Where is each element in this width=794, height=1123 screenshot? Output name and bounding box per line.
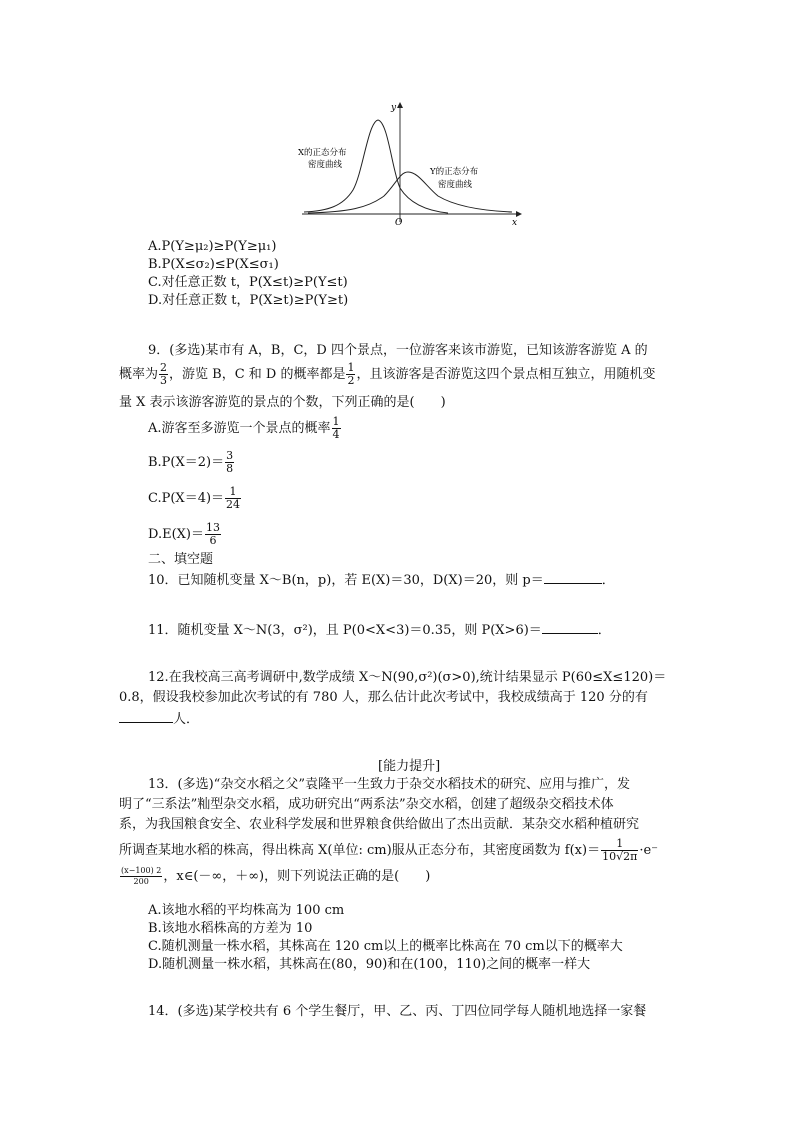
q13-line5: $\frac{(x-100) 2}{200}$ ，x∈(－∞，＋∞)，则下列说法正确的是( ) <box>121 866 431 886</box>
x-curve-label-line2: 密度曲线 <box>308 160 343 170</box>
q13-option-b: B.该地水稻株高的方差为 10 <box>148 921 313 936</box>
q11-text: 11．随机变量 X～N(3，σ²)，且 P(0<X<3)＝0.35，则 P(X>6)＝ ． <box>148 620 611 639</box>
q11-answer-blank[interactable] <box>542 620 598 634</box>
y-density-curve <box>308 172 512 213</box>
q13-exponent-fraction: $\frac{(x-100) 2}{200}$ <box>121 866 162 886</box>
y-curve-label-line2: 密度曲线 <box>438 180 473 190</box>
axis-y-label: y <box>391 103 397 113</box>
q9-frac-a: $\frac{2}{3}$ <box>160 361 168 387</box>
q12-line2: 0.8，假设我校参加此次考试的有 780 人，那么估计此次考试中，我校成绩高于 120 分的有 <box>119 690 648 705</box>
q8-option-c: C.对任意正数 t，P(X≤t)≥P(Y≤t) <box>148 275 348 290</box>
axis-x-label: x <box>512 218 518 228</box>
q9-line1: 9．(多选)某市有 A，B，C，D 四个景点，一位游客来该市游览，已知该游客游览 A 的 <box>148 343 648 358</box>
normal-curves-figure <box>298 100 524 230</box>
y-curve-label-line1: Y的正态分布 <box>430 167 479 177</box>
q9-line2 <box>119 362 655 387</box>
q13-option-a: A.该地水稻的平均株高为 100 cm <box>148 903 345 918</box>
q14-line1: 14．(多选)某学校共有 6 个学生餐厅，甲、乙、丙、丁四位同学每人随机地选择一家餐 <box>148 1004 647 1019</box>
origin-label: O <box>395 218 403 228</box>
q10-text: 10．已知随机变量 X～B(n，p)，若 E(X)＝30，D(X)＝20，则 p＝ ． <box>148 570 615 589</box>
q12-line1: 12.在我校高三高考调研中,数学成绩 X～N(90,σ²)(σ>0),统计结果显示 P(60≤X≤120)＝ <box>148 670 667 685</box>
q13-option-c: C.随机测量一株水稻，其株高在 120 cm以上的概率比株高在 70 cm以下的概率大 <box>148 939 623 954</box>
q13-line1: 13．(多选)“杂交水稻之父”袁隆平一生致力于杂交水稻技术的研究、应用与推广，发 <box>148 777 630 792</box>
q13-line4: 所调查某地水稻的株高，得出株高 X(单位: cm)服从正态分布，其密度函数为 f(x)＝ $\frac{1}{10√2\pi}$ ·e⁻ <box>119 837 658 863</box>
section-heading-advanced: [能力提升] <box>378 759 441 774</box>
q10-answer-blank[interactable] <box>544 570 602 584</box>
q13-option-d: D.随机测量一株水稻，其株高在(80，90)和在(100，110)之间的概率一样大 <box>148 957 591 972</box>
x-curve-label-line1: X的正态分布 <box>298 148 347 158</box>
q13-line3: 系，为我国粮食安全、农业科学发展和世界粮食供给做出了杰出贡献．某杂交水稻种植研究 <box>119 817 640 832</box>
q9-option-a: A.游客至多游览一个景点的概率 $\frac{1}{4}$ <box>148 415 340 441</box>
q8-option-d: D.对任意正数 t，P(X≥t)≥P(Y≥t) <box>148 293 349 308</box>
q8-option-b: B.P(X≤σ₂)≤P(X≤σ₁) <box>148 257 279 272</box>
y-axis-arrow <box>397 102 403 108</box>
q8-option-a: A.P(Y≥μ₂)≥P(Y≥μ₁) <box>148 239 277 254</box>
q9-option-d: D.E(X)＝ $\frac{13}{6}$ <box>148 521 220 547</box>
q12-answer-blank[interactable] <box>119 709 173 723</box>
q9-option-b: B.P(X＝2)＝ $\frac{3}{8}$ <box>148 449 234 475</box>
q9-line3: 量 X 表示该游客游览的景点的个数，下列正确的是( ) <box>119 395 446 410</box>
section-heading-fill-in: 二、填空题 <box>148 552 214 567</box>
q13-density-fraction: $\frac{1}{10√2\pi}$ <box>602 837 638 863</box>
q9-line2-b: ，游览 B，C 和 D 的概率都是 <box>169 367 346 382</box>
q13-line2: 明了“三系法”籼型杂交水稻，成功研究出“两系法”杂交水稻，创建了超级杂交稻技术体 <box>119 797 614 812</box>
x-axis-arrow <box>516 211 522 217</box>
q9-line2-c: ，且该游客是否游览这四个景点相互独立，用随机变 <box>356 367 656 382</box>
q9-line2-a: 概率为 <box>119 367 159 382</box>
q9-frac-bcd: $\frac{1}{2}$ <box>347 361 355 387</box>
q12-line3: 人． <box>119 709 199 728</box>
q9-option-c: C.P(X＝4)＝ $\frac{1}{24}$ <box>148 485 241 511</box>
